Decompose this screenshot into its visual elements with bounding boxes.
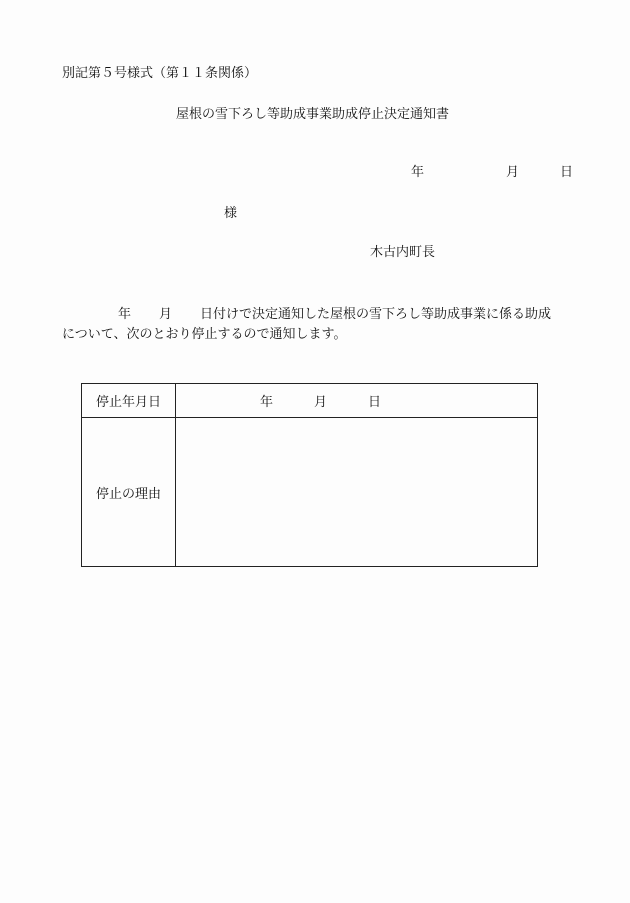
suspension-date-label: 停止年月日 [82,384,176,418]
suspension-date-field[interactable] [176,384,538,418]
recipient-honorific: 様 [224,206,238,221]
form-identifier: 別記第５号様式（第１１条関係） [62,66,258,81]
notice-body-line-1 [62,305,582,325]
table-row [82,384,538,418]
issue-date-year: 年 [411,165,425,180]
body-line1-rest: 日付けで決定通知した屋根の雪下ろし等助成事業に係る助成 [200,307,552,322]
notice-body [62,305,582,345]
issue-date [411,166,573,179]
document-title: 屋根の雪下ろし等助成事業助成停止決定通知書 [176,107,450,122]
suspension-reason-field[interactable] [176,418,538,567]
notice-body-line-2: について、次のとおり停止するので通知します。 [62,327,347,342]
suspension-date-month: 月 [314,395,328,410]
suspension-date-day: 日 [368,395,382,410]
body-month: 月 [159,307,173,322]
suspension-table [81,383,538,567]
suspension-reason-label: 停止の理由 [82,418,176,567]
issue-date-day: 日 [560,165,574,180]
body-year: 年 [118,307,132,322]
issue-date-month: 月 [506,165,520,180]
suspension-date-year: 年 [260,395,274,410]
table-row [82,418,538,567]
issuer-name: 木古内町長 [370,245,436,260]
